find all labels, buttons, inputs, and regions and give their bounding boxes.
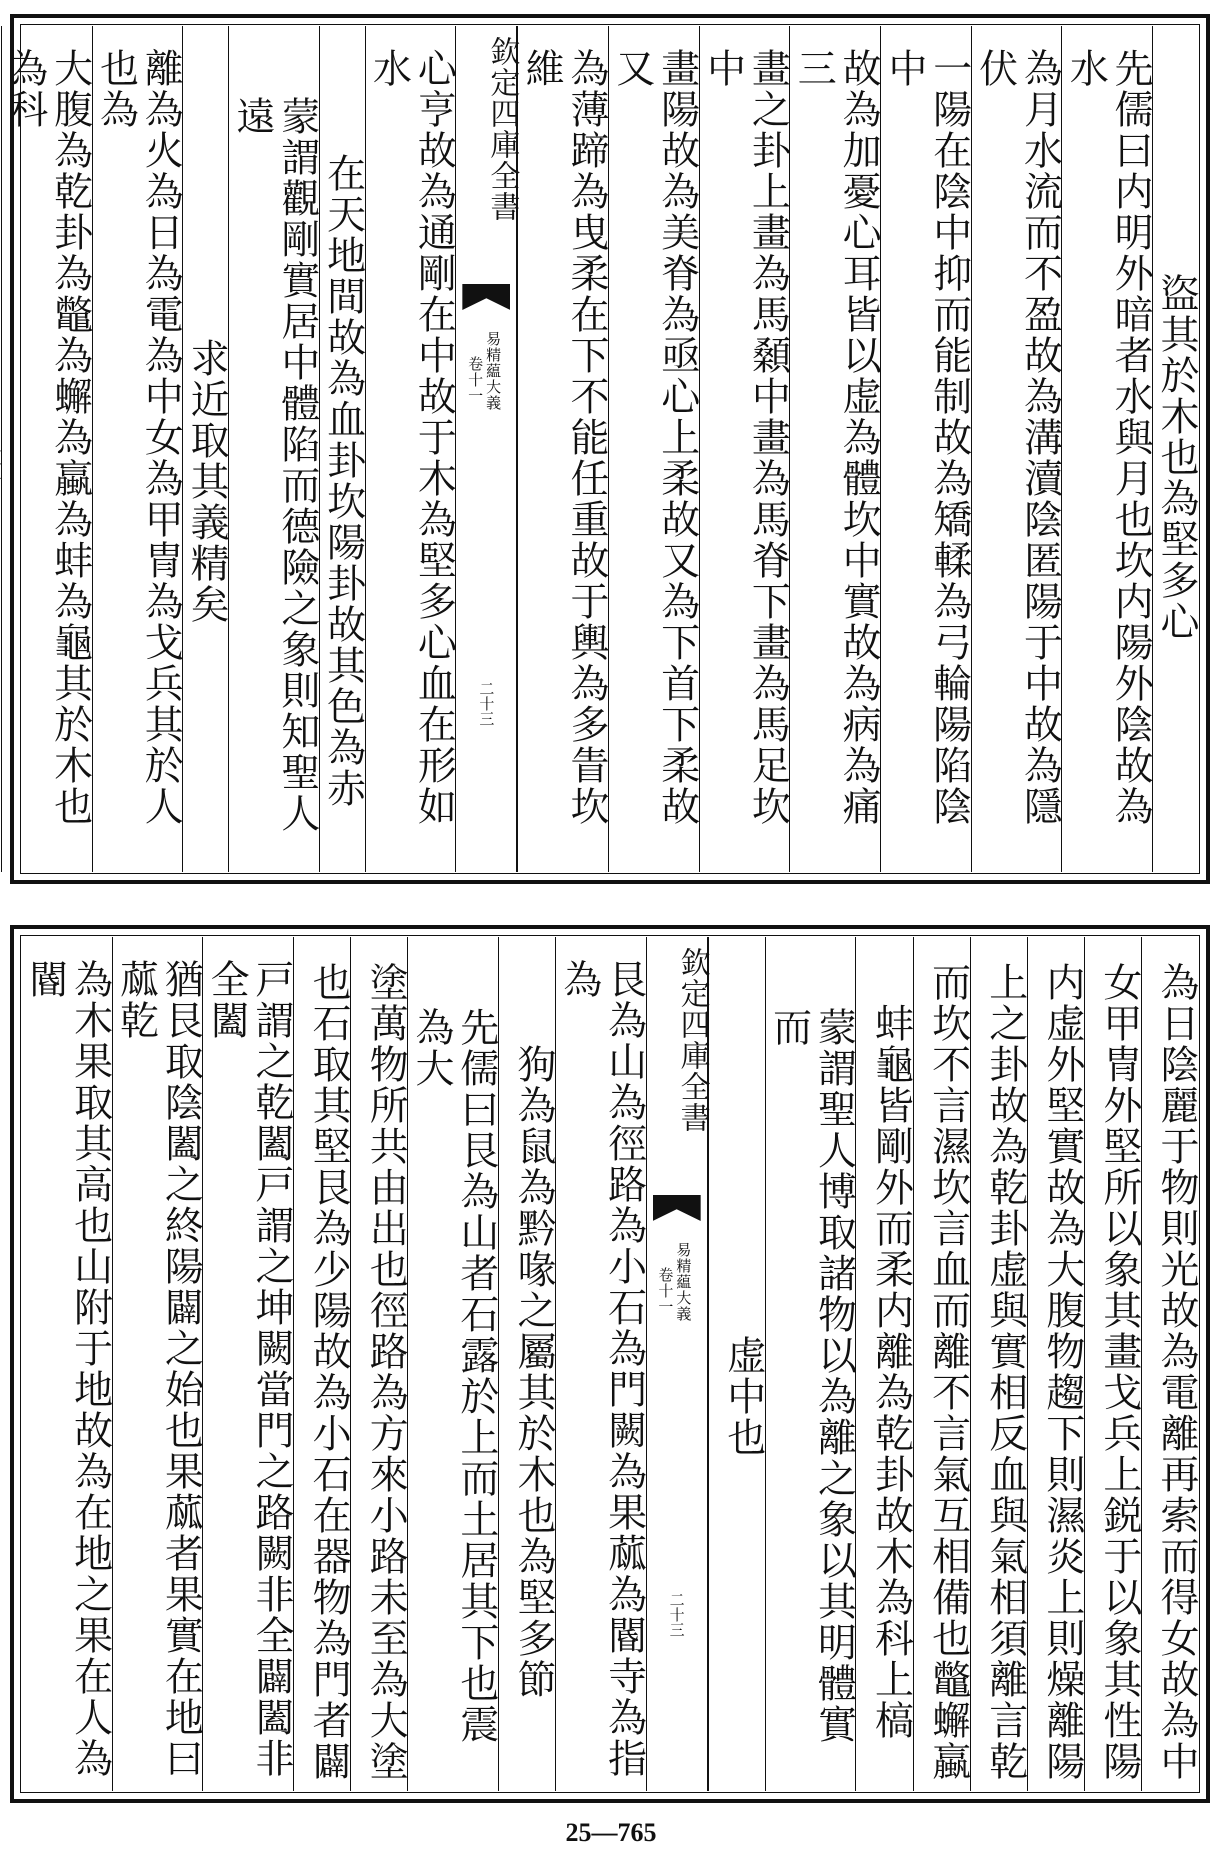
bottom-page bbox=[10, 925, 1210, 1803]
center-fold bbox=[646, 937, 708, 1791]
text-column: 狗為鼠為黔喙之屬其於木也為堅多節 bbox=[498, 937, 555, 1791]
fish-tail-mark-icon bbox=[653, 1195, 701, 1221]
text-column: 為日陰麗于物則光故為電離再索而得女故為中 bbox=[1141, 937, 1198, 1791]
text-column: 内虚外堅實故為大腹物趨下則濕炎上則燥離陽 bbox=[1027, 937, 1084, 1791]
text-column: 先儒曰艮為山者石露於上而土居其下也震為大 bbox=[407, 937, 498, 1791]
text-column: 艮為山為徑路為小石為門闕為果蓏為閽寺為指為 bbox=[555, 937, 646, 1791]
text-column: 離為火為日為電為中女為甲冑為戈兵其於人也為 bbox=[92, 26, 183, 872]
text-column: 蒙謂觀剛實居中體陷而德險之象則知聖人遠 bbox=[228, 26, 319, 872]
text-column: 為木果取其高也山附于地故為在地之果在人為閽 bbox=[22, 959, 113, 1779]
text-column: 為月水流而不盈故為溝瀆陰匿陽于中故為隱伏 bbox=[971, 26, 1062, 872]
text-column: 虚中也 bbox=[708, 937, 765, 1791]
text-column: 畫之卦上畫為馬顙中畫為馬脊下畫為馬足坎中 bbox=[699, 26, 790, 872]
page-number: 二十三 bbox=[667, 1592, 686, 1637]
footer-page-code: 25—765 bbox=[565, 1818, 657, 1847]
text-column bbox=[0, 26, 1, 872]
top-page bbox=[2, 14, 1210, 884]
text-column: 上之卦故為乾卦虚與實相反血與氣相須離言乾 bbox=[970, 937, 1027, 1791]
volume-label: 卷十一 bbox=[466, 356, 485, 404]
text-column: 求近取其義精矣 bbox=[182, 26, 228, 872]
book-title: 易精藴大義 bbox=[484, 331, 503, 411]
text-column: 故為加憂心耳皆以虚為體坎中實故為病為痛三 bbox=[789, 26, 880, 872]
text-column: 戸謂之乾闔戸謂之坤闕當門之路闕非全闢闔非全闔 bbox=[202, 937, 293, 1791]
fish-tail-mark-icon bbox=[462, 284, 510, 310]
text-column: 一陽在陰中抑而能制故為矯輮為弓輪陽陷陰中 bbox=[880, 26, 971, 872]
top-page-columns bbox=[2, 26, 1199, 872]
text-column: 蚌龜皆剛外而柔内離為乾卦故木為科上槁 bbox=[855, 937, 912, 1791]
text-column: 在天地間故為血卦坎陽卦故其色為赤 bbox=[319, 26, 365, 872]
text-column: 先儒曰内明外暗者水與月也坎内陽外陰故為水 bbox=[1061, 26, 1152, 872]
text-column: 畫陽故為美脊為亟心上柔故又為下首下柔故又 bbox=[608, 26, 699, 872]
text-column: 也石取其堅艮為少陽故為小石在器物為門者闢 bbox=[293, 937, 350, 1791]
text-column: 蒙謂聖人博取諸物以為離之象以其明體實而 bbox=[765, 937, 856, 1791]
text-column: 心亨故為通剛在中故于木為堅多心血在形如水 bbox=[365, 26, 456, 872]
page-number: 二十三 bbox=[477, 681, 496, 726]
text-column: 大腹為乾卦為鼈為蠏為蠃為蚌為龜其於木也為科 bbox=[1, 26, 92, 872]
text-column: 猶艮取陰闔之終陽闢之始也果蓏者果實在地曰蓏乾 bbox=[112, 937, 203, 1791]
book-title: 易精藴大義 bbox=[674, 1242, 693, 1322]
text-column: 為薄蹄為曳柔在下不能任重故于輿為多眚坎維 bbox=[517, 26, 608, 872]
book-series-title: 欽定四庫全書 bbox=[484, 36, 520, 222]
text-column: 塗萬物所共由出也徑路為方來小路未至為大塗 bbox=[350, 937, 407, 1791]
text-column: 女甲冑外堅所以象其畫戈兵上鋭于以象其性陽 bbox=[1084, 937, 1141, 1791]
text-column: 而坎不言濕坎言血而離不言氣互相備也鼈蠏蠃 bbox=[913, 937, 970, 1791]
text-column: 盜其於木也為堅多心 bbox=[1152, 26, 1198, 872]
book-series-title: 欽定四庫全書 bbox=[674, 947, 710, 1133]
center-fold bbox=[455, 26, 520, 872]
bottom-page-columns bbox=[22, 937, 1198, 1791]
volume-label: 卷十一 bbox=[656, 1267, 675, 1315]
